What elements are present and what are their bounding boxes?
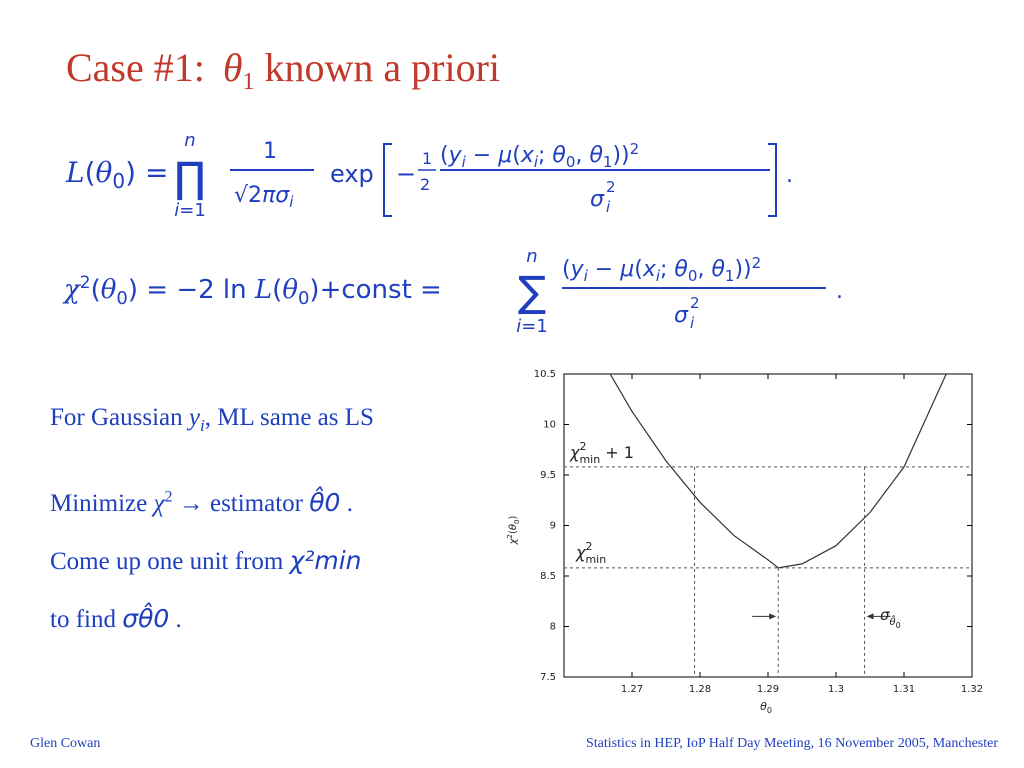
line3-text-a: Come up one unit from — [50, 548, 290, 575]
y-tick-label: 9.5 — [540, 470, 556, 481]
svg-text:.: . — [836, 279, 843, 304]
svg-text:−: − — [396, 160, 417, 188]
line3-chi2min: χ²min — [289, 546, 362, 575]
footer-event: Statistics in HEP, IoP Half Day Meeting, 16 November 2005, Manchester — [585, 736, 998, 751]
line2-text-a: Minimize — [50, 490, 154, 517]
svg-text:n: n — [526, 248, 538, 267]
svg-text:2: 2 — [690, 294, 700, 312]
svg-text:(yi − μ(xi; θ0, θ1))2: ($y_i - \mu(x_i$; $\theta_0$, $\theta_1))^2$ — [562, 254, 762, 285]
y-tick-label: 8.5 — [540, 571, 556, 582]
svg-text:i: i — [606, 198, 611, 216]
title-suffix: known a priori — [264, 45, 501, 90]
x-tick-label: 1.27 — [620, 684, 644, 695]
svg-text:1: 1 — [422, 149, 433, 168]
line1-text-a: For Gaussian — [50, 404, 189, 431]
x-tick-label: 1.28 — [688, 684, 712, 695]
line2-sq: 2 — [164, 488, 173, 506]
title-theta-subscript: 1 — [242, 69, 255, 95]
svg-text:i=1: i=1 — [516, 316, 548, 337]
svg-text:2: 2 — [420, 175, 431, 194]
svg-text:χ2(θ0) = −2 ln L(θ0)+const =: $\chi^2(\theta_0) = -2$ $\ln L(\theta_0)+const$ = — [64, 273, 442, 309]
svg-text:1: 1 — [263, 139, 277, 164]
line2-chi: χ — [153, 490, 165, 517]
y-tick-label: 10.5 — [533, 369, 556, 380]
line1-text-b: , ML same as LS — [204, 404, 374, 431]
svg-text:L(θ0) =: $L(\theta_0)$ = — [66, 156, 169, 193]
chi2-equation — [62, 248, 862, 338]
y-tick-label: 7.5 — [540, 672, 556, 683]
x-tick-label: 1.29 — [756, 684, 780, 695]
line4-text-a: to find — [50, 606, 123, 633]
svg-text:2: 2 — [606, 178, 616, 196]
sigma-arrowhead-right — [867, 613, 874, 619]
line2-estimator: θ̂0 — [309, 488, 341, 517]
sigma-arrowhead-left — [769, 613, 776, 619]
slide-title — [66, 44, 501, 95]
line2-text-b: estimator — [203, 490, 310, 517]
svg-text:exp: exp — [330, 160, 374, 188]
svg-text:i: i — [690, 314, 695, 332]
y-tick-label: 8 — [549, 621, 556, 633]
title-prefix: Case #1: — [66, 45, 205, 90]
line2-dot: . — [346, 490, 353, 517]
y-tick-label: 10 — [543, 419, 556, 431]
x-tick-label: 1.3 — [828, 684, 844, 695]
svg-text:σ: σ — [674, 303, 688, 328]
annotation-chi2min: $\chi^2$ min — [576, 540, 607, 566]
svg-text:σ: σ — [590, 187, 604, 212]
footer-author: Glen Cowan — [30, 736, 101, 751]
likelihood-equation — [62, 130, 802, 230]
svg-text:i=1: i=1 — [174, 200, 206, 221]
x-tick-label: 1.32 — [960, 684, 984, 695]
svg-text:√2πσi: $√2\pi\sigma_i$ — [234, 183, 294, 211]
svg-text:∑: ∑ — [517, 267, 547, 316]
line4-sigma: σθ̂0 — [122, 604, 170, 633]
svg-text:(yi − μ(xi; θ0, θ1))2: ($y_i - \mu(x_i$; $\theta_0$, $\theta_1))^2$ — [440, 140, 640, 171]
svg-text:.: . — [786, 163, 793, 188]
annotation-sigma: $\sigma_{\thetâ0}$ — [880, 606, 901, 630]
x-tick-label: 1.31 — [892, 684, 916, 695]
body-line-come-up — [50, 546, 362, 576]
y-tick-label: 9 — [549, 520, 556, 532]
line2-arrow-icon: → — [178, 490, 204, 517]
annotation-chi2min-plus1: $\chi^2$ min + 1 — [570, 440, 634, 466]
line1-i: i — [200, 416, 205, 435]
title-theta: θ — [222, 45, 243, 90]
plot-frame — [564, 374, 972, 677]
body-line-minimize — [50, 488, 353, 518]
chi2-plot — [504, 362, 994, 723]
svg-text:n: n — [184, 130, 196, 151]
body-line-to-find — [50, 604, 182, 634]
y-axis-label: $\chi^2(\theta_0)$ — [506, 515, 521, 545]
body-line-gaussian — [50, 404, 374, 436]
x-axis-label: $\theta_0$ — [760, 700, 772, 715]
line1-y: y — [188, 404, 200, 431]
line4-dot: . — [175, 606, 182, 633]
svg-text:∏: ∏ — [174, 153, 206, 202]
chi2-curve — [610, 374, 946, 568]
